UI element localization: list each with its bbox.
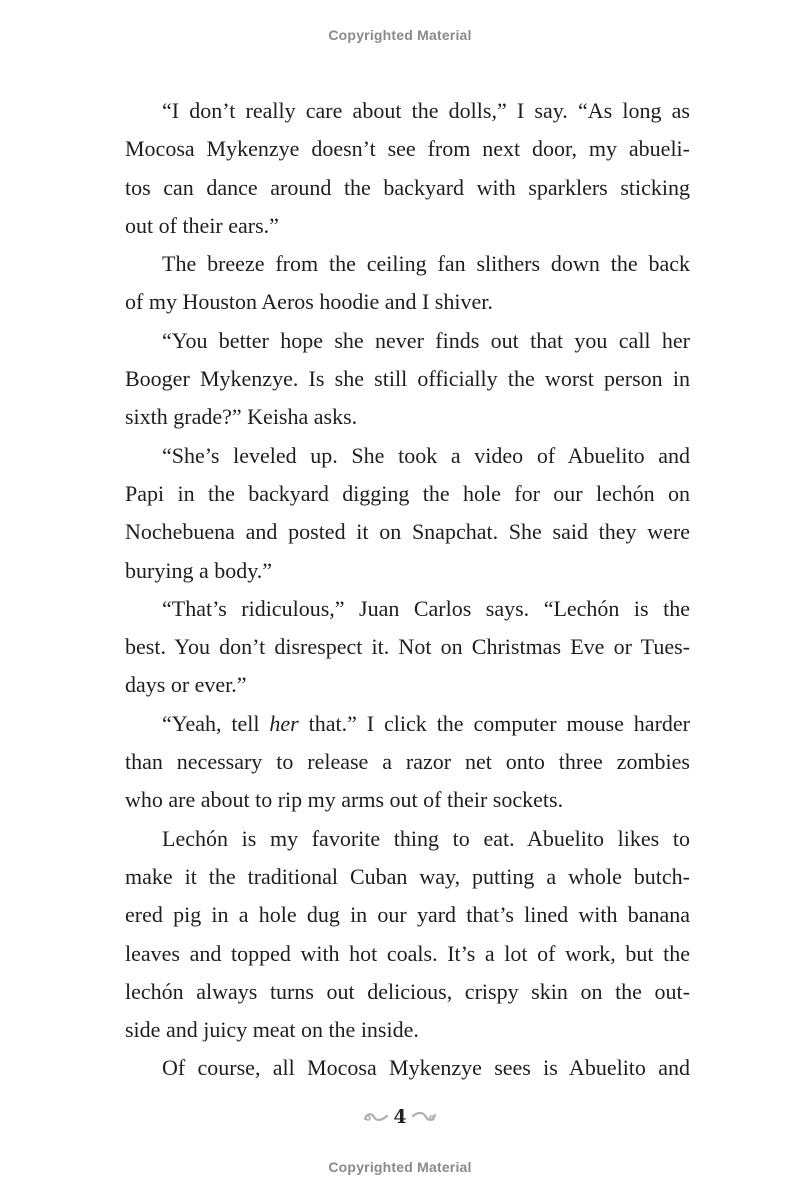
page-folio xyxy=(0,1106,800,1128)
italic-emphasis: her xyxy=(269,710,299,736)
text-line: “I don’t really care about the dolls,” I say. “As long as xyxy=(162,98,690,123)
text-line xyxy=(125,705,690,743)
text-line: make it the traditional Cuban way, putting a whole butch- xyxy=(125,863,690,889)
text-line: burying a body.” xyxy=(125,557,273,583)
text-line: Mocosa Mykenzye doesn’t see from next door, my abueli- xyxy=(125,136,690,162)
text-line: “You better hope she never finds out that you call her xyxy=(162,327,690,353)
swirl-right-icon xyxy=(411,1110,437,1124)
swirl-left-icon xyxy=(363,1110,389,1124)
text-line: best. You don’t disrespect it. Not on Christmas Eve or Tues- xyxy=(125,634,690,660)
text-span: that.” I click the computer mouse harder xyxy=(298,710,690,736)
text-line: “That’s ridiculous,” Juan Carlos says. “Lechón is the xyxy=(162,595,690,621)
text-line: “She’s leveled up. She took a video of Abuelito and xyxy=(162,442,690,468)
text-line: Booger Mykenzye. Is she still officially the worst person in xyxy=(125,366,690,392)
text-line: lechón always turns out delicious, crispy skin on the out- xyxy=(125,978,690,1004)
text-line: Of course, all Mocosa Mykenzye sees is Abuelito and xyxy=(162,1055,690,1081)
text-line: side and juicy meat on the inside. xyxy=(125,1017,419,1043)
text-line: out of their ears.” xyxy=(125,212,279,238)
page-body xyxy=(125,92,690,1088)
text-line: leaves and topped with hot coals. It’s a lot of work, but the xyxy=(125,940,690,966)
text-line: sixth grade?” Keisha asks. xyxy=(125,404,358,430)
text-line: The breeze from the ceiling fan slithers down the back xyxy=(162,251,690,277)
text-line: ered pig in a hole dug in our yard that’s lined with banana xyxy=(125,902,690,928)
text-line: tos can dance around the backyard with sparklers sticking xyxy=(125,174,690,200)
text-line: of my Houston Aeros hoodie and I shiver. xyxy=(125,289,493,315)
copyright-watermark-top: Copyrighted Material xyxy=(328,27,472,43)
text-line: than necessary to release a razor net onto three zombies xyxy=(125,749,690,775)
text-line: days or ever.” xyxy=(125,672,247,698)
text-span: “Yeah, tell xyxy=(162,710,270,736)
text-line: Nochebuena and posted it on Snapchat. She said they were xyxy=(125,519,690,545)
text-line: Lechón is my favorite thing to eat. Abuelito likes to xyxy=(162,825,690,851)
page-number: 4 xyxy=(393,1106,407,1128)
text-line: who are about to rip my arms out of their sockets. xyxy=(125,787,564,813)
copyright-watermark-bottom: Copyrighted Material xyxy=(328,1159,472,1175)
text-line: Papi in the backyard digging the hole for our lechón on xyxy=(125,480,690,506)
